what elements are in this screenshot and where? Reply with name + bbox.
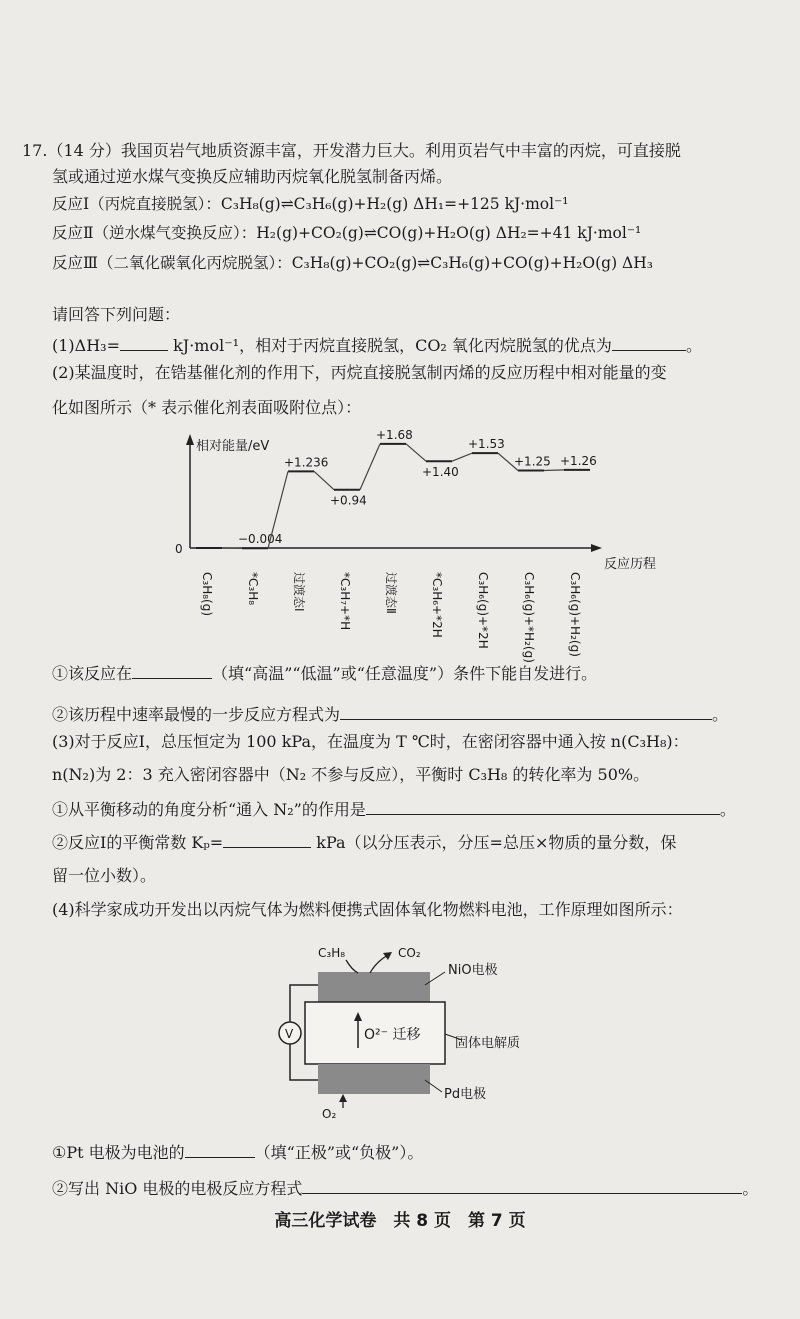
product-arrowhead-icon (383, 952, 392, 960)
reaction-3: 反应Ⅲ（二氧化碳氧化丙烷脱氢）：C₃H₈(g)+CO₂(g)⇌C₃H₆(g)+CO(g)+H₂O(g) ΔH₃ (52, 254, 653, 272)
step-label-4: 过渡态Ⅱ (384, 572, 398, 614)
energy-value-label-4: +1.68 (376, 427, 413, 442)
answer-blank-slow-step[interactable] (340, 703, 712, 720)
fuel-cell-diagram (0, 935, 800, 1130)
step-label-3: *C₃H₇+*H (338, 572, 352, 631)
step-label-7: C₃H₆(g)+*H₂(g) (522, 572, 536, 663)
energy-diagram (0, 420, 800, 670)
part3-q2-prefix: ②反应Ⅰ的平衡常数 Kₚ= (52, 833, 224, 852)
energy-connector-8 (544, 470, 564, 471)
part2-q1 (52, 662, 597, 685)
part4-q1 (52, 1141, 423, 1164)
part2-line1: (2)某温度时，在锆基催化剂的作用下，丙烷直接脱氢制丙烯的反应历程中相对能量的变 (52, 363, 667, 382)
energy-value-label-1: −0.004 (238, 532, 283, 547)
nio-electrode (318, 972, 430, 1002)
fuel-arrow-icon (346, 960, 358, 973)
energy-value-label-2: +1.236 (284, 455, 329, 470)
part2-q1-prefix: ①该反应在 (52, 664, 133, 683)
part4-q2-prefix: ②写出 NiO 电极的电极反应方程式 (52, 1179, 303, 1198)
pd-label: Pd电极 (444, 1087, 487, 1102)
y-axis-label: 相对能量/eV (196, 439, 270, 454)
step-label-5: *C₃H₆+*2H (430, 572, 444, 638)
answer-blank-kp[interactable] (223, 831, 311, 848)
energy-value-label-7: +1.25 (514, 454, 551, 469)
product-label: CO₂ (398, 946, 421, 960)
part3-q1 (52, 798, 736, 821)
energy-connector-4 (360, 444, 380, 490)
answer-blank-advantage[interactable] (612, 334, 686, 351)
energy-connector-3 (314, 471, 334, 489)
answer-blank-temperature[interactable] (132, 662, 212, 679)
part1-prefix: (1)ΔH₃= (52, 336, 120, 355)
part3-line2: n(N₂)为 2：3 充入密闭容器中（N₂ 不参与反应），平衡时 C₃H₈ 的转化率为 50%。 (52, 765, 650, 784)
step-label-2: 过渡态Ⅰ (292, 572, 306, 612)
part1-end: 。 (685, 336, 702, 355)
question-intro-line1: 17.（14 分）我国页岩气地质资源丰富，开发潜力巨大。利用页岩气中丰富的丙烷，可直接脱 (22, 141, 681, 160)
ion-migration-label: O²⁻ 迁移 (364, 1027, 421, 1043)
step-label-0: C₃H₈(g) (200, 572, 214, 617)
part3-q2-middle: kPa（以分压表示，分压=总压×物质的量分数，保 (316, 833, 677, 852)
part4-q2 (52, 1177, 758, 1200)
part4-q1-prefix: ①Pt 电极为电池的 (52, 1143, 185, 1162)
y-axis-arrow (186, 434, 194, 445)
oxygen-label: O₂ (322, 1107, 337, 1121)
step-label-6: C₃H₆(g)+*2H (476, 572, 490, 649)
energy-value-label-3: +0.94 (330, 493, 367, 508)
page-footer: 高三化学试卷 共 8 页 第 7 页 (274, 1211, 526, 1231)
x-axis-arrow (591, 544, 602, 552)
fuel-label: C₃H₈ (318, 946, 346, 960)
energy-value-label-5: +1.40 (422, 465, 459, 480)
answer-blank-nio-equation[interactable] (302, 1177, 742, 1194)
voltmeter-label: V (285, 1027, 294, 1041)
pd-electrode (318, 1064, 430, 1094)
oxygen-arrowhead-icon (339, 1094, 347, 1102)
reaction-1: 反应Ⅰ（丙烷直接脱氢）：C₃H₈(g)⇌C₃H₆(g)+H₂(g) ΔH₁=+125 kJ·mol⁻¹ (52, 195, 569, 213)
part4-q1-suffix: （填“正极”或“负极”）。 (254, 1143, 424, 1162)
part4-line: (4)科学家成功开发出以丙烷气体为燃料便携式固体氧化物燃料电池，工作原理如图所示： (52, 900, 683, 919)
answer-blank-dh3[interactable] (120, 334, 168, 351)
part2-q2-prefix: ②该历程中速率最慢的一步反应方程式为 (52, 705, 341, 724)
reaction-2: 反应Ⅱ（逆水煤气变换反应）：H₂(g)+CO₂(g)⇌CO(g)+H₂O(g) ΔH₂=+41 kJ·mol⁻¹ (52, 224, 642, 242)
energy-connector-6 (452, 453, 472, 461)
answer-blank-n2-role[interactable] (366, 798, 720, 815)
part2-q2 (52, 703, 728, 726)
part1-line (52, 334, 702, 357)
energy-value-label-6: +1.53 (468, 437, 505, 452)
product-arrow-icon (370, 955, 388, 973)
step-label-1: *C₃H₈ (246, 572, 260, 606)
step-label-8: C₃H₆(g)+H₂(g) (568, 572, 582, 657)
part3-q1-prefix: ①从平衡移动的角度分析“通入 N₂”的作用是 (52, 800, 366, 819)
origin-label: 0 (175, 542, 183, 556)
part2-q2-end: 。 (712, 705, 729, 724)
part2-q1-suffix: （填“高温”“低温”或“任意温度”）条件下能自发进行。 (212, 664, 598, 683)
question-intro-line2: 氢或通过逆水煤气变换反应辅助丙烷氧化脱氢制备丙烯。 (52, 167, 453, 186)
instruction: 请回答下列问题： (52, 305, 181, 324)
energy-value-label-8: +1.26 (560, 453, 597, 468)
part1-middle: kJ·mol⁻¹，相对于丙烷直接脱氢，CO₂ 氧化丙烷脱氢的优点为 (173, 336, 612, 355)
part3-q2-cont: 留一位小数）。 (52, 866, 157, 885)
part3-q1-end: 。 (719, 800, 736, 819)
part4-q2-end: 。 (742, 1179, 759, 1198)
answer-blank-pt-electrode[interactable] (185, 1141, 255, 1158)
electrolyte-label: 固体电解质 (455, 1036, 521, 1051)
part2-line2: 化如图所示（* 表示催化剂表面吸附位点）： (52, 398, 362, 417)
nio-label: NiO电极 (448, 963, 498, 978)
part3-q2 (52, 831, 676, 854)
energy-connector-5 (406, 444, 426, 461)
x-axis-label: 反应历程 (604, 557, 657, 572)
part3-line1: (3)对于反应Ⅰ，总压恒定为 100 kPa，在温度为 T ℃时，在密闭容器中通入按 n(C₃H₈)： (52, 732, 689, 751)
